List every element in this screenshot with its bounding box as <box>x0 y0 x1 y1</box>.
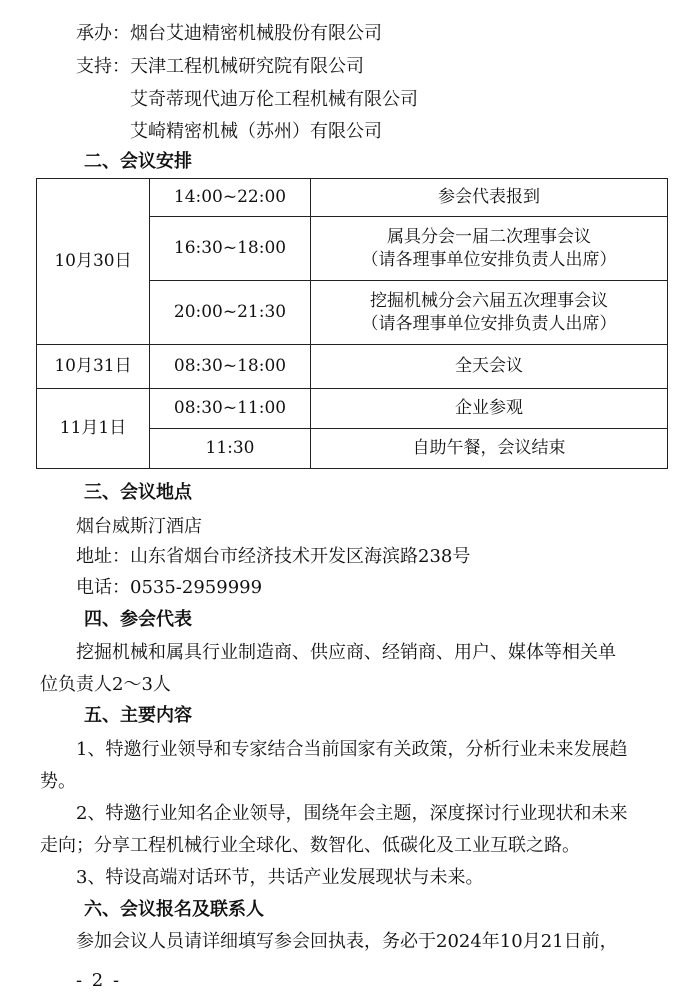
table-row <box>37 179 668 217</box>
supporter-1: 天津工程机械研究院有限公司 <box>130 56 364 77</box>
venue-phone: 电话：0535-2959999 <box>76 577 263 598</box>
time-cell: 11:30 <box>150 429 311 469</box>
supporter-2: 艾奇蒂现代迪万伦工程机械有限公司 <box>130 89 418 110</box>
date-cell: 10月31日 <box>37 345 150 389</box>
time-cell: 16:30~18:00 <box>150 217 311 281</box>
content-item-1-line-1: 1、特邀行业领导和专家结合当前国家有关政策，分析行业未来发展趋 <box>76 739 628 760</box>
host-label: 承办： <box>76 23 130 44</box>
content-item-2-line-2: 走向；分享工程机械行业全球化、数智化、低碳化及工业互联之路。 <box>40 835 580 856</box>
content-item-3: 3、特设高端对话环节，共话产业发展现状与未来。 <box>76 867 484 888</box>
delegates-line-1: 挖掘机械和属具行业制造商、供应商、经销商、用户、媒体等相关单 <box>76 642 616 663</box>
date-cell: 10月30日 <box>37 179 150 345</box>
time-cell: 20:00~21:30 <box>150 281 311 345</box>
table-row <box>37 389 668 429</box>
event-line: 自助午餐，会议结束 <box>412 438 566 458</box>
support-line <box>76 55 364 79</box>
event-cell <box>311 345 668 389</box>
table-row <box>37 345 668 389</box>
host-line <box>76 22 382 46</box>
time-cell: 08:30~18:00 <box>150 345 311 389</box>
section5-heading: 五、主要内容 <box>84 705 192 726</box>
date-cell: 11月1日 <box>37 389 150 469</box>
host-name: 烟台艾迪精密机械股份有限公司 <box>130 23 382 44</box>
event-cell <box>311 281 668 345</box>
support-label: 支持： <box>76 56 130 77</box>
registration-line: 参加会议人员请详细填写参会回执表，务必于2024年10月21日前， <box>76 931 618 952</box>
delegates-line-2: 位负责人2～3人 <box>40 674 171 695</box>
time-cell: 08:30~11:00 <box>150 389 311 429</box>
content-item-2-line-1: 2、特邀行业知名企业领导，围绕年会主题，深度探讨行业现状和未来 <box>76 803 628 824</box>
event-line: （请各理事单位安排负责人出席） <box>361 249 617 270</box>
time-cell: 14:00~22:00 <box>150 179 311 217</box>
event-cell <box>311 217 668 281</box>
event-cell <box>311 429 668 469</box>
section3-heading: 三、会议地点 <box>84 482 192 503</box>
event-cell <box>311 179 668 217</box>
schedule-table <box>36 178 668 469</box>
event-line: 属具分会一届二次理事会议 <box>387 226 591 247</box>
event-line: 参会代表报到 <box>438 187 540 207</box>
event-line: 挖掘机械分会六届五次理事会议 <box>370 290 608 311</box>
event-line: （请各理事单位安排负责人出席） <box>361 313 617 334</box>
supporter-3: 艾崎精密机械（苏州）有限公司 <box>130 121 382 142</box>
section2-heading: 二、会议安排 <box>84 151 192 172</box>
event-line: 全天会议 <box>455 356 523 376</box>
venue-name: 烟台威斯汀酒店 <box>76 516 202 537</box>
venue-address: 地址：山东省烟台市经济技术开发区海滨路238号 <box>76 546 471 567</box>
page-number: - 2 - <box>76 970 122 991</box>
section6-heading: 六、会议报名及联系人 <box>84 899 264 920</box>
section4-heading: 四、参会代表 <box>84 609 192 630</box>
content-item-1-line-2: 势。 <box>40 771 76 792</box>
event-line: 企业参观 <box>455 398 523 418</box>
event-cell <box>311 389 668 429</box>
